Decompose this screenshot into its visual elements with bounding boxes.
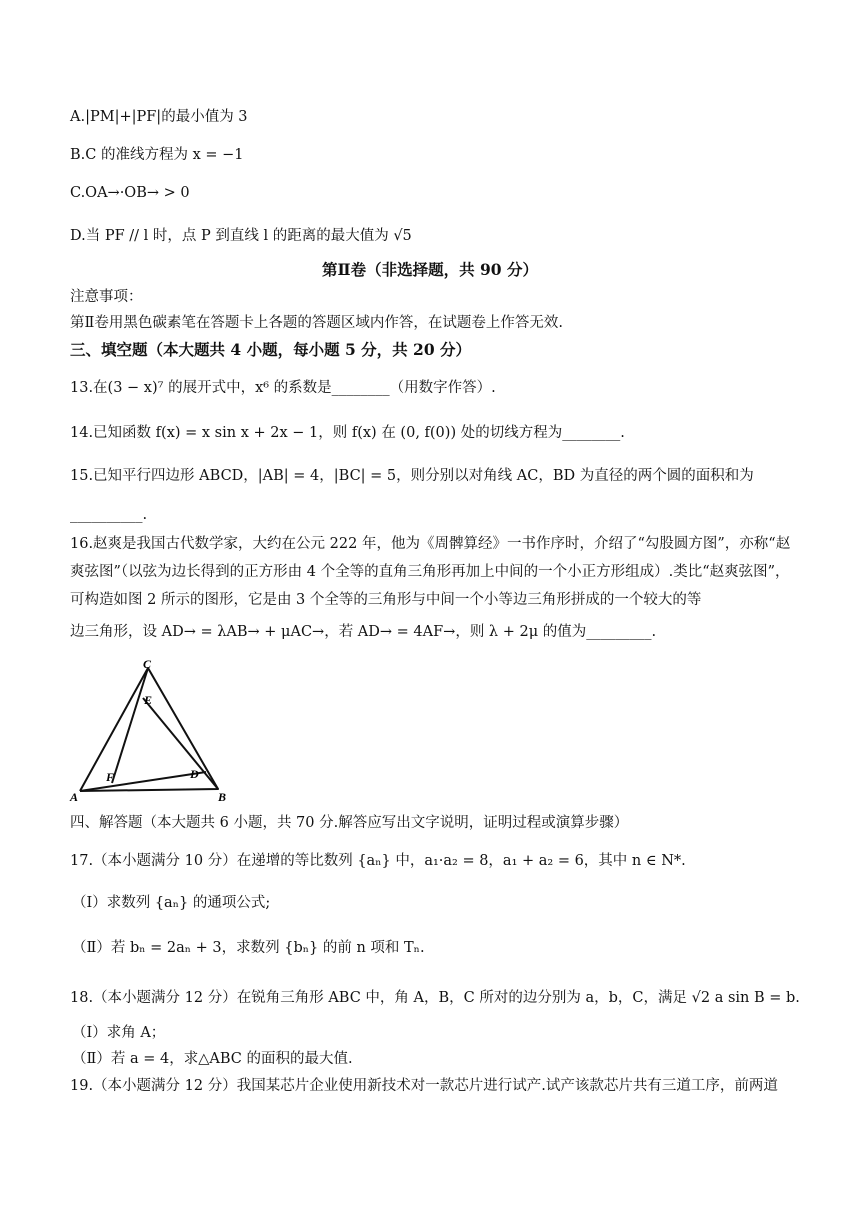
- question-17-part1: （Ⅰ）求数列 {aₙ} 的通项公式;: [72, 895, 271, 911]
- question-16-text2: 边三角形，设 AD→ = λAB→ + μAC→，若 AD→ = 4AF→，则 λ + 2μ 的值为_________.: [70, 624, 657, 640]
- part2-title: 第Ⅱ卷（非选择题，共 90 分）: [322, 260, 538, 279]
- question-16-text: 16.赵爽是我国古代数学家，大约在公元 222 年，他为《周髀算经》一书作序时，介绍了“勾股圆方图”，亦称“赵爽弦图”（以弦为边长得到的正方形由 4 个全等的直角三角形再加上中间的一个小正方形组成）.类比“赵爽弦图”，可构造如图 2 所示的图形，它是由 3 个全等的三角形与中间一个小等边三角形拼成的一个较大的等: [70, 536, 791, 608]
- option-a: A.|PM|+|PF|的最小值为 3: [70, 109, 248, 125]
- label-c: C: [143, 657, 152, 671]
- label-a: A: [70, 790, 79, 804]
- question-18-part1: （Ⅰ）求角 A；: [72, 1025, 166, 1041]
- label-b: B: [218, 790, 227, 804]
- option-b: B.C 的准线方程为 x = −1: [70, 147, 244, 163]
- question-14: 14.已知函数 f(x) = x sin x + 2x − 1，则 f(x) 在 (0, f(0)) 处的切线方程为________.: [70, 425, 625, 441]
- notice-text: 第Ⅱ卷用黑色碳素笔在答题卡上各题的答题区域内作答，在试题卷上作答无效.: [70, 315, 563, 331]
- notice-label: 注意事项：: [70, 289, 143, 305]
- question-17-stem: 17.（本小题满分 10 分）在递增的等比数列 {aₙ} 中，a₁·a₂ = 8，a₁ + a₂ = 6，其中 n ∈ N*.: [70, 853, 686, 869]
- equilateral-triangle-figure: [68, 656, 238, 804]
- section3-heading: 三、填空题（本大题共 4 小题，每小题 5 分，共 20 分）: [70, 340, 472, 359]
- question-17-part2: （Ⅱ）若 bₙ = 2aₙ + 3，求数列 {bₙ} 的前 n 项和 Tₙ.: [72, 940, 425, 956]
- option-d: D.当 PF // l 时，点 P 到直线 l 的距离的最大值为 √5: [70, 228, 412, 244]
- segment-cf: [112, 668, 148, 783]
- label-d: D: [190, 767, 199, 781]
- question-18-stem: 18.（本小题满分 12 分）在锐角三角形 ABC 中，角 A，B，C 所对的边分别为 a，b，C，满足 √2 a sin B = b.: [70, 990, 800, 1006]
- section4-heading: 四、解答题（本大题共 6 小题，共 70 分.解答应写出文字说明，证明过程或演算步骤）: [70, 815, 629, 831]
- question-13: 13.在(3 − x)⁷ 的展开式中，x⁶ 的系数是________（用数字作答）.: [70, 380, 496, 396]
- label-f: F: [106, 770, 115, 784]
- segment-ad: [80, 772, 206, 791]
- question-15-line2: __________.: [70, 507, 148, 523]
- question-19-stem: 19.（本小题满分 12 分）我国某芯片企业使用新技术对一款芯片进行试产.试产该款芯片共有三道工序，前两道: [70, 1078, 778, 1094]
- question-15-line1: 15.已知平行四边形 ABCD，|AB| = 4，|BC| = 5，则分别以对角线 AC，BD 为直径的两个圆的面积和为: [70, 468, 754, 484]
- option-c: C.OA→·OB→ > 0: [70, 185, 190, 201]
- question-18-part2: （Ⅱ）若 a = 4，求△ABC 的面积的最大值.: [72, 1051, 353, 1067]
- label-e: E: [144, 693, 153, 707]
